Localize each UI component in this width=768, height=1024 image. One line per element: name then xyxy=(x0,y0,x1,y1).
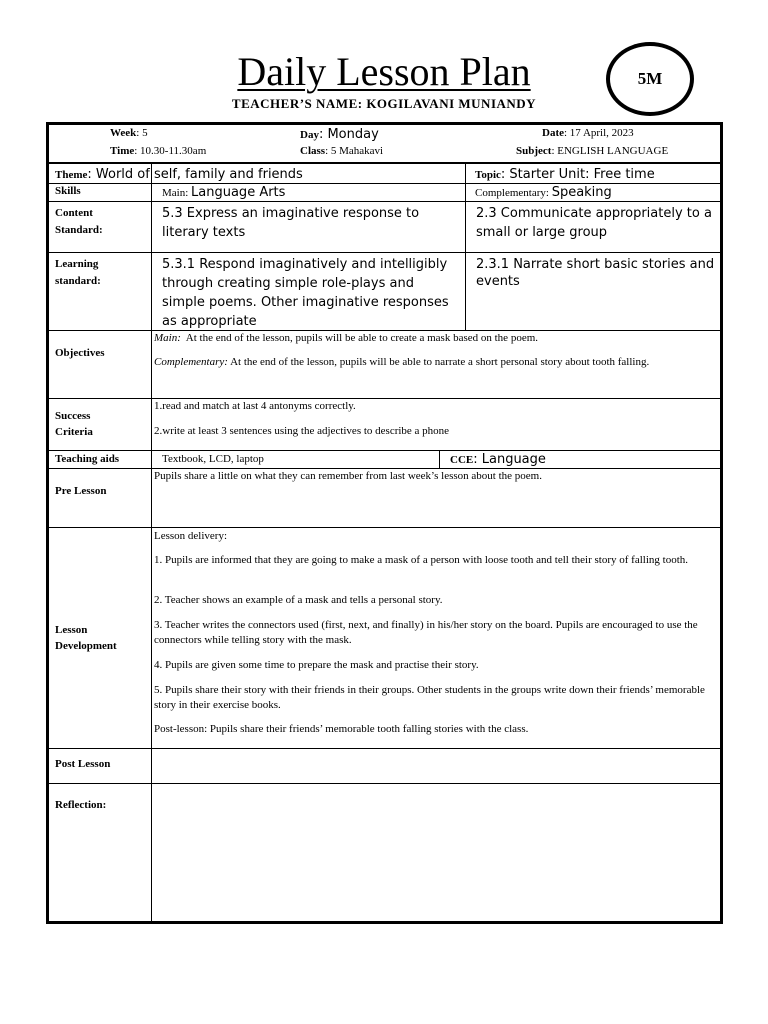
post-lesson-label: Post Lesson xyxy=(55,758,111,770)
divider xyxy=(46,183,723,184)
divider xyxy=(46,450,723,451)
teaching-aids-label: Teaching aids xyxy=(55,453,120,465)
column-divider xyxy=(465,164,466,330)
objective-complementary: Complementary: At the end of the lesson, pupils will be able to narrate a short personal story about tooth falling. xyxy=(154,356,650,368)
success-criteria-item: 1.read and match at last 4 antonyms correctly. xyxy=(154,400,356,412)
reflection-label: Reflection: xyxy=(55,799,107,811)
post-lesson-note: Post-lesson: Pupils share their friends’ memorable tooth falling stories with the class. xyxy=(154,723,529,735)
learning-standard-main: 5.3.1 Respond imaginatively and intelligibly through creating simple role-plays and simple poems. Other imaginative responses as appropriate xyxy=(162,257,449,329)
teaching-aids-value: Textbook, LCD, laptop xyxy=(162,453,264,465)
lesson-delivery-heading: Lesson delivery: xyxy=(154,530,228,542)
column-divider xyxy=(439,450,440,468)
success-criteria-label: Success Criteria xyxy=(55,410,93,438)
divider xyxy=(46,748,723,749)
skills-complementary: Complementary: Speaking xyxy=(475,185,612,200)
column-divider xyxy=(151,164,152,922)
lesson-step: 5. Pupils share their story with their friends in their groups. Other students in the groups write down their friends’ memorable story in their exercise books. xyxy=(154,684,705,711)
objectives-label: Objectives xyxy=(55,347,105,359)
date-field: Date: 17 April, 2023 xyxy=(542,127,634,139)
content-standard-complementary: 2.3 Communicate appropriately to a small or large group xyxy=(476,206,712,240)
pre-lesson-text: Pupils share a little on what they can remember from last week’s lesson about the poem. xyxy=(154,470,542,482)
time-field: Time: 10.30-11.30am xyxy=(110,145,207,157)
divider xyxy=(46,162,723,164)
cce-field: CCE: Language xyxy=(450,452,546,467)
lesson-development-label: Lesson Development xyxy=(55,624,117,652)
content-standard-main: 5.3 Express an imaginative response to literary texts xyxy=(162,206,420,240)
divider xyxy=(46,527,723,528)
divider xyxy=(46,252,723,253)
lesson-step: 3. Teacher writes the connectors used (first, next, and finally) in his/her story on the board. Pupils are encouraged to use the connectors while telling story with the mask. xyxy=(154,619,698,646)
lesson-step: 4. Pupils are given some time to prepare the mask and practise their story. xyxy=(154,659,479,671)
theme-field: Theme: World of self, family and friends xyxy=(55,167,303,182)
learning-standard-complementary: 2.3.1 Narrate short basic stories and events xyxy=(476,257,715,289)
topic-field: Topic: Starter Unit: Free time xyxy=(475,167,655,182)
day-field: Day: Monday xyxy=(300,127,379,142)
success-criteria-item: 2.write at least 3 sentences using the adjectives to describe a phone xyxy=(154,425,450,437)
skills-main: Main: Language Arts xyxy=(162,185,286,200)
lesson-step: 2. Teacher shows an example of a mask and tells a personal story. xyxy=(154,594,443,606)
divider xyxy=(46,201,723,202)
week-field: Week: 5 xyxy=(110,127,148,139)
divider xyxy=(46,398,723,399)
class-badge-label: 5M xyxy=(637,69,663,88)
teacher-name: TEACHER’S NAME: KOGILAVANI MUNIANDY xyxy=(231,96,537,111)
learning-standard-label: Learning standard: xyxy=(55,258,101,287)
page-title: Daily Lesson Plan xyxy=(237,49,531,94)
lesson-step: 1. Pupils are informed that they are going to make a mask of a person with loose tooth and tell their story of falling tooth. xyxy=(154,554,688,566)
lesson-plan-table xyxy=(46,122,723,924)
class-field: Class: 5 Mahakavi xyxy=(300,145,384,157)
content-standard-label: Content Standard: xyxy=(55,207,103,236)
objective-main: Main: At the end of the lesson, pupils will be able to create a mask based on the poem. xyxy=(154,332,539,344)
divider xyxy=(46,783,723,784)
class-badge xyxy=(606,42,694,116)
subject-field: Subject: ENGLISH LANGUAGE xyxy=(516,145,669,157)
pre-lesson-label: Pre Lesson xyxy=(55,485,107,497)
skills-label: Skills xyxy=(55,185,81,197)
